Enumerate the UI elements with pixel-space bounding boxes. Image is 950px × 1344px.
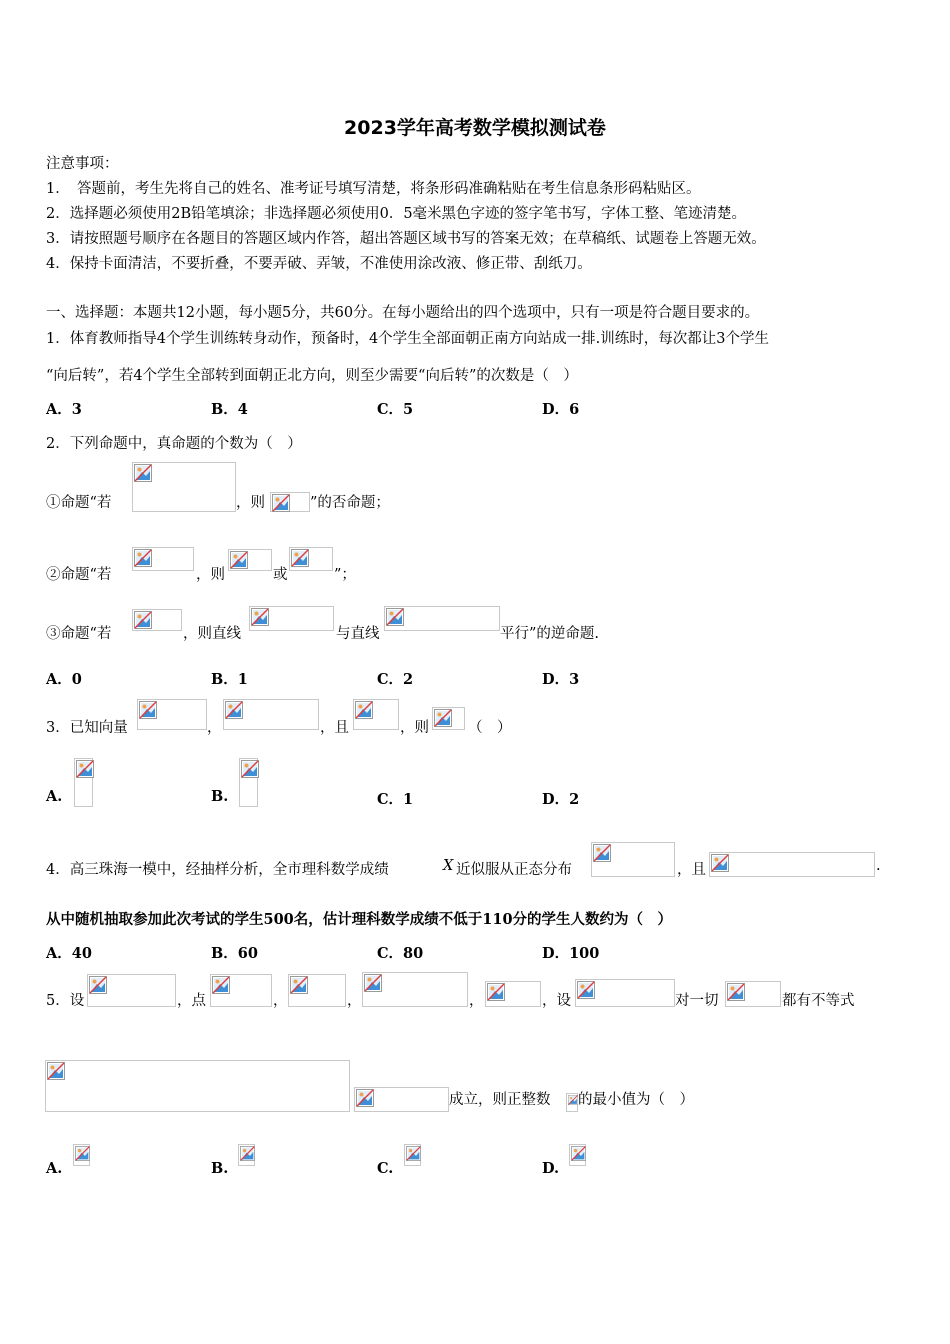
q2-prop2-text: ②命题“若 bbox=[46, 567, 112, 583]
q2-prop2-end: ”； bbox=[334, 567, 356, 583]
q3-option-c: C．1 bbox=[377, 791, 414, 808]
q4-and: ，且 bbox=[677, 862, 706, 878]
formula-image bbox=[404, 1144, 421, 1166]
q5-comma1: ， bbox=[273, 993, 288, 1009]
q2-prop3-then: ，则直线 bbox=[183, 626, 241, 642]
q5-stem: 5．设 bbox=[46, 993, 85, 1009]
q2-prop2-then: ，则 bbox=[196, 567, 225, 583]
broken-image-icon bbox=[487, 983, 505, 1001]
page-title: 2023学年高考数学模拟测试卷 bbox=[344, 117, 606, 139]
notice-item: 4．保持卡面清洁，不要折叠，不要弄破、弄皱，不准使用涂改液、修正带、刮纸刀。 bbox=[46, 256, 592, 272]
formula-image bbox=[238, 1144, 255, 1166]
q5-forall: 对一切 bbox=[675, 993, 719, 1009]
q2-prop1-end: ”的否命题； bbox=[310, 495, 390, 511]
formula-image bbox=[353, 699, 399, 730]
broken-image-icon bbox=[577, 981, 595, 999]
formula-image bbox=[384, 606, 500, 631]
broken-image-icon bbox=[272, 494, 290, 512]
q4-stem: 4．高三珠海一模中，经抽样分析，全市理科数学成绩 bbox=[46, 862, 389, 878]
q2-prop1-then: ，则 bbox=[236, 495, 265, 511]
formula-image bbox=[569, 1144, 586, 1166]
formula-image bbox=[223, 699, 319, 730]
broken-image-icon bbox=[75, 1146, 90, 1161]
q3-paren: （ ） bbox=[468, 720, 512, 736]
formula-image bbox=[270, 492, 310, 512]
formula-image bbox=[210, 974, 272, 1007]
q4-variable-x: X bbox=[443, 858, 454, 874]
broken-image-icon bbox=[356, 1089, 374, 1107]
broken-image-icon bbox=[355, 701, 373, 719]
q2-prop1-text: ①命题“若 bbox=[46, 495, 112, 511]
broken-image-icon bbox=[89, 976, 107, 994]
formula-image bbox=[362, 972, 468, 1007]
q5-comma2: ， bbox=[347, 993, 362, 1009]
formula-image bbox=[575, 979, 675, 1007]
q5-option-a: A. bbox=[46, 1160, 63, 1177]
q5-option-d: D. bbox=[542, 1160, 560, 1177]
q2-option-b: B．1 bbox=[211, 671, 248, 688]
broken-image-icon bbox=[240, 1146, 255, 1161]
broken-image-icon bbox=[434, 709, 452, 727]
formula-image bbox=[45, 1060, 350, 1112]
formula-image bbox=[137, 699, 207, 730]
formula-image bbox=[132, 547, 194, 571]
formula-image bbox=[73, 1144, 90, 1166]
formula-image bbox=[709, 852, 875, 877]
broken-image-icon bbox=[571, 1146, 586, 1161]
formula-image bbox=[87, 974, 176, 1007]
q3-then: ，则 bbox=[400, 720, 429, 736]
q1-option-c: C．5 bbox=[377, 401, 414, 418]
broken-image-icon bbox=[76, 760, 94, 778]
formula-image bbox=[289, 547, 333, 571]
notice-item: 1． 答题前，考生先将自己的姓名、准考证号填写清楚，将条形码准确粘贴在考生信息条形码粘贴区。 bbox=[46, 181, 701, 197]
broken-image-icon bbox=[139, 701, 157, 719]
broken-image-icon bbox=[241, 760, 259, 778]
q3-stem: 3．已知向量 bbox=[46, 720, 128, 736]
formula-image bbox=[288, 974, 346, 1007]
formula-image bbox=[432, 707, 465, 730]
broken-image-icon bbox=[386, 608, 404, 626]
q5-holds: 成立，则正整数 bbox=[449, 1092, 551, 1108]
q4-stem-cont: 近似服从正态分布 bbox=[456, 862, 572, 878]
formula-image bbox=[591, 842, 675, 877]
notice-heading: 注意事项： bbox=[46, 156, 119, 172]
formula-image bbox=[132, 462, 236, 512]
broken-image-icon bbox=[134, 464, 152, 482]
q4-option-c: C．80 bbox=[377, 945, 424, 962]
q2-prop3-and: 与直线 bbox=[336, 626, 380, 642]
q3-comma: ， bbox=[207, 720, 222, 736]
q5-min: 的最小值为（ ） bbox=[578, 1092, 694, 1108]
q3-option-b: B. bbox=[211, 788, 229, 805]
q5-option-b: B. bbox=[211, 1160, 229, 1177]
q2-prop3-text: ③命题“若 bbox=[46, 626, 112, 642]
broken-image-icon bbox=[212, 976, 230, 994]
notice-item: 2．选择题必须使用2B铅笔填涂；非选择题必须使用0．5毫米黑色字迹的签字笔书写，字体工整、笔迹清楚。 bbox=[46, 206, 747, 222]
formula-image bbox=[566, 1093, 578, 1112]
formula-image bbox=[354, 1087, 449, 1112]
q2-prop2-or: 或 bbox=[273, 567, 288, 583]
broken-image-icon bbox=[711, 854, 729, 872]
q5-comma3: ， bbox=[469, 993, 484, 1009]
broken-image-icon bbox=[727, 983, 745, 1001]
broken-image-icon bbox=[230, 551, 248, 569]
formula-image bbox=[249, 606, 334, 631]
formula-image bbox=[228, 549, 272, 571]
q1-option-d: D．6 bbox=[542, 401, 580, 418]
broken-image-icon bbox=[568, 1095, 578, 1105]
q2-option-c: C．2 bbox=[377, 671, 414, 688]
formula-image bbox=[132, 609, 182, 631]
q3-option-d: D．2 bbox=[542, 791, 580, 808]
broken-image-icon bbox=[291, 549, 309, 567]
notice-item: 3．请按照题号顺序在各题目的答题区域内作答，超出答题区域书写的答案无效；在草稿纸、试题卷上答题无效。 bbox=[46, 231, 766, 247]
q2-option-d: D．3 bbox=[542, 671, 580, 688]
broken-image-icon bbox=[134, 611, 152, 629]
broken-image-icon bbox=[47, 1062, 65, 1080]
formula-image bbox=[239, 758, 258, 807]
q1-option-b: B．4 bbox=[211, 401, 248, 418]
q5-option-c: C. bbox=[377, 1160, 394, 1177]
q5-ineq: 都有不等式 bbox=[782, 993, 855, 1009]
q5-let: ，设 bbox=[542, 993, 571, 1009]
q1-stem-line2: “向后转”，若4个学生全部转到面朝正北方向，则至少需要“向后转”的次数是（ ） bbox=[46, 368, 578, 384]
q2-option-a: A．0 bbox=[46, 671, 82, 688]
q2-prop3-end: 平行”的逆命题. bbox=[500, 626, 600, 642]
q1-stem-line1: 1．体育教师指导4个学生训练转身动作，预备时，4个学生全部面朝正南方向站成一排.训练时，每次都让3个学生 bbox=[46, 331, 770, 347]
q4-option-b: B．60 bbox=[211, 945, 258, 962]
q3-option-a: A. bbox=[46, 788, 63, 805]
broken-image-icon bbox=[364, 974, 382, 992]
q3-and: ，且 bbox=[320, 720, 349, 736]
q5-point: ，点 bbox=[177, 993, 206, 1009]
formula-image bbox=[485, 981, 541, 1007]
q1-option-a: A．3 bbox=[46, 401, 82, 418]
broken-image-icon bbox=[251, 608, 269, 626]
broken-image-icon bbox=[134, 549, 152, 567]
formula-image bbox=[725, 981, 781, 1007]
q4-period: . bbox=[876, 858, 881, 874]
formula-image bbox=[74, 758, 93, 807]
broken-image-icon bbox=[290, 976, 308, 994]
broken-image-icon bbox=[593, 844, 611, 862]
q4-option-d: D．100 bbox=[542, 945, 600, 962]
broken-image-icon bbox=[225, 701, 243, 719]
q4-option-a: A．40 bbox=[46, 945, 92, 962]
broken-image-icon bbox=[406, 1146, 421, 1161]
q2-stem: 2．下列命题中，真命题的个数为（ ） bbox=[46, 436, 302, 452]
q4-stem-line2: 从中随机抽取参加此次考试的学生500名，估计理科数学成绩不低于110分的学生人数约为（ ） bbox=[46, 911, 673, 928]
section-heading: 一、选择题：本题共12小题，每小题5分，共60分。在每小题给出的四个选项中，只有一项是符合题目要求的。 bbox=[46, 305, 760, 321]
